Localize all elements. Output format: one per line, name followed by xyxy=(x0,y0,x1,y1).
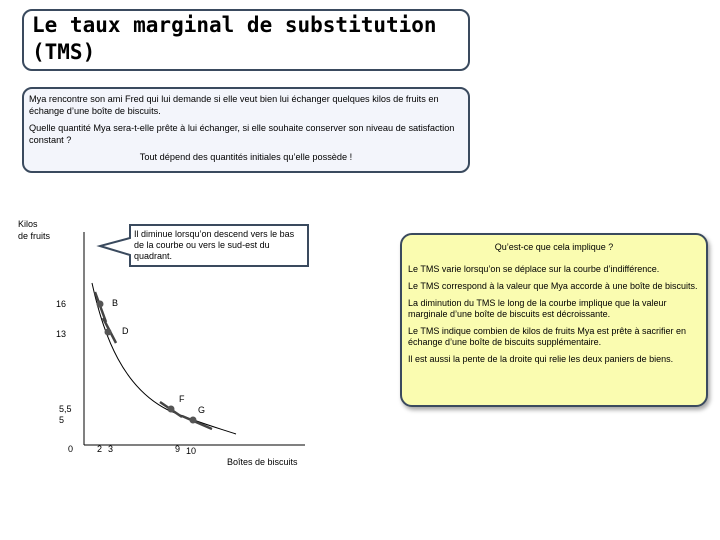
implication-title: Qu’est-ce que cela implique ? xyxy=(494,242,614,252)
callout-text: Il diminue lorsqu’on descend vers le bas de la courbe ou vers le sud-est du quadrant. xyxy=(134,229,295,262)
implication-item-2: Le TMS correspond à la valeur que Mya accorde à une boîte de biscuits. xyxy=(408,281,698,291)
y-tick-5-5: 5,5 xyxy=(59,404,72,414)
implication-item-5: Il est aussi la pente de la droite qui relie les deux paniers de biens. xyxy=(408,354,674,364)
implication-item-4: Le TMS indique combien de kilos de fruits Mya est prête à sacrifier en échange d’une boîte de biscuits supplémentaire. xyxy=(408,326,686,347)
intro-paragraph-3: Tout dépend des quantités initiales qu’elle possède ! xyxy=(139,152,353,162)
intro-box xyxy=(22,87,470,173)
y-tick-16: 16 xyxy=(56,299,67,309)
x-axis-label: Boîtes de biscuits xyxy=(227,457,298,467)
x-tick-3: 3 xyxy=(108,444,114,454)
x-tick-9: 9 xyxy=(175,444,181,454)
point-b xyxy=(97,301,104,308)
slope-segment-g xyxy=(182,416,212,429)
page-title: Le taux marginal de substitution (TMS) xyxy=(32,13,437,64)
implication-item-3: La diminution du TMS le long de la courbe implique que la valeur marginale d’une boîte de biscuits est décroissante. xyxy=(408,298,667,319)
point-b-label: B xyxy=(112,298,119,308)
intro-paragraph-2: Quelle quantité Mya sera-t-elle prête à lui échanger, si elle souhaite conserver son niveau de satisfaction constant ? xyxy=(29,123,455,145)
implication-box xyxy=(400,233,708,407)
y-tick-5: 5 xyxy=(59,415,65,425)
implication-item-1: Le TMS varie lorsqu’on se déplace sur la courbe d’indifférence. xyxy=(408,264,660,274)
intro-paragraph-1: Mya rencontre son ami Fred qui lui demande si elle veut bien lui échanger quelques kilos de fruits en échange d’une boîte de biscuits. xyxy=(29,94,439,116)
point-d xyxy=(105,329,112,336)
point-f xyxy=(168,406,175,413)
x-tick-2: 2 xyxy=(97,444,103,454)
point-g-label: G xyxy=(198,405,206,415)
point-d-label: D xyxy=(122,326,129,336)
origin-tick: 0 xyxy=(68,444,74,454)
point-g xyxy=(190,417,197,424)
y-tick-13: 13 xyxy=(56,329,67,339)
title-box xyxy=(22,9,470,71)
point-f-label: F xyxy=(179,394,185,404)
x-tick-10: 10 xyxy=(186,446,197,456)
y-axis-label-line2: de fruits xyxy=(18,231,51,241)
y-axis-label-line1: Kilos xyxy=(18,219,38,229)
